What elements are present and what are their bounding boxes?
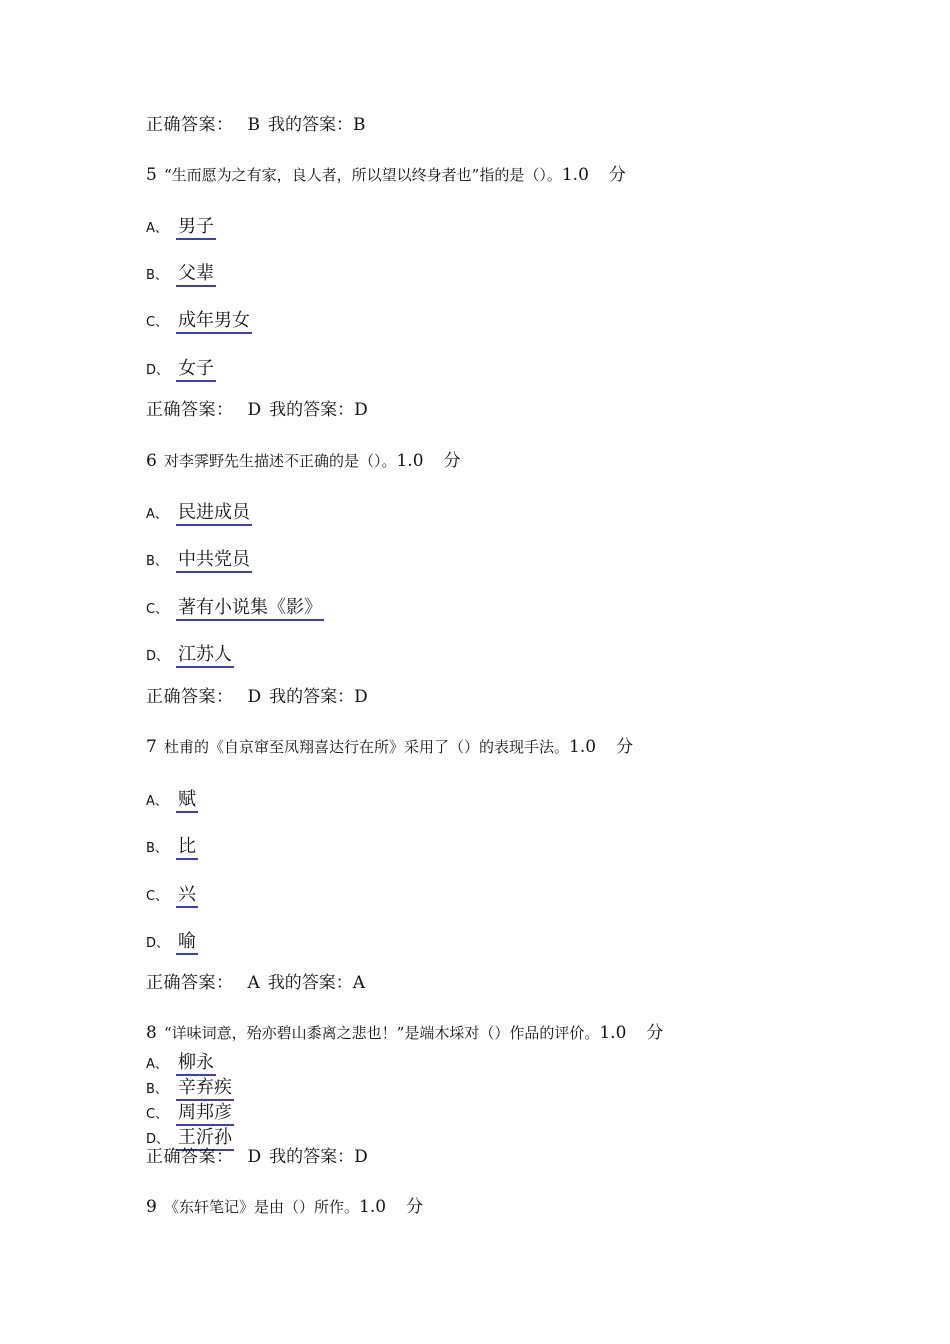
my-answer-value: D (354, 1147, 368, 1167)
option-key: D、 (146, 363, 170, 378)
correct-answer-value: A (247, 973, 260, 993)
option-text[interactable]: 兴 (176, 884, 198, 908)
correct-answer-value: B (247, 115, 260, 135)
question-text: 对李霁野先生描述不正确的是（）。 (164, 452, 397, 470)
my-answer-label: 我的答案： (269, 400, 355, 420)
option-text[interactable]: 中共党员 (176, 549, 252, 573)
option-text[interactable]: 男子 (176, 216, 216, 240)
correct-answer-value: D (247, 1147, 262, 1167)
question-8 (146, 1025, 663, 1042)
option-d[interactable] (146, 354, 216, 380)
option-key: D、 (146, 936, 170, 951)
my-answer-value: D (354, 400, 368, 420)
question-7 (146, 739, 633, 756)
option-key: C、 (146, 1107, 169, 1122)
question-number: 7 (146, 737, 157, 757)
correct-answer-label: 正确答案： (146, 973, 234, 993)
option-a[interactable] (146, 212, 216, 238)
option-d[interactable] (146, 640, 234, 666)
option-text[interactable]: 王沂孙 (176, 1127, 234, 1151)
option-b[interactable] (146, 832, 198, 858)
option-text[interactable]: 成年男女 (176, 310, 252, 334)
option-key: B、 (146, 1082, 168, 1097)
option-d[interactable] (146, 927, 198, 953)
my-answer-label: 我的答案： (267, 973, 353, 993)
answer-line (146, 1149, 368, 1166)
question-number: 8 (146, 1023, 157, 1043)
question-number: 9 (146, 1197, 157, 1217)
option-c[interactable] (146, 306, 252, 332)
option-text[interactable]: 赋 (176, 789, 198, 813)
score-unit: 分 (406, 1197, 424, 1217)
option-key: B、 (146, 841, 168, 856)
my-answer-label: 我的答案： (269, 687, 355, 707)
option-key: B、 (146, 268, 168, 283)
correct-answer-label: 正确答案： (146, 687, 234, 707)
option-b[interactable] (146, 545, 252, 571)
correct-answer-label: 正确答案： (146, 115, 234, 135)
question-text: “详味词意，殆亦碧山黍离之悲也！”是端木埰对（）作品的评价。 (164, 1024, 600, 1042)
option-text[interactable]: 父辈 (176, 263, 216, 287)
option-c[interactable] (146, 593, 324, 619)
question-number: 5 (146, 165, 157, 185)
question-score: 1.0 (359, 1197, 387, 1217)
option-text[interactable]: 比 (176, 836, 198, 860)
option-key: A、 (146, 507, 168, 522)
my-answer-value: D (354, 687, 368, 707)
correct-answer-value: D (247, 400, 262, 420)
question-text: “生而愿为之有家，良人者，所以望以终身者也”指的是（）。 (164, 166, 562, 184)
answer-line (146, 117, 366, 134)
option-c[interactable] (146, 880, 198, 906)
answer-line (146, 402, 368, 419)
option-c[interactable] (146, 1098, 234, 1124)
option-text[interactable]: 柳永 (176, 1052, 216, 1076)
question-score: 1.0 (561, 165, 589, 185)
score-unit: 分 (608, 165, 626, 185)
my-answer-label: 我的答案： (268, 115, 353, 135)
option-a[interactable] (146, 785, 198, 811)
score-unit: 分 (443, 451, 461, 471)
option-text[interactable]: 著有小说集《影》 (176, 597, 324, 621)
option-text[interactable]: 女子 (176, 358, 216, 382)
question-score: 1.0 (396, 451, 424, 471)
question-text: 《东轩笔记》是由（）所作。 (164, 1198, 360, 1216)
option-d[interactable] (146, 1123, 234, 1149)
correct-answer-label: 正确答案： (146, 1147, 234, 1167)
option-key: B、 (146, 554, 168, 569)
option-a[interactable] (146, 1048, 216, 1074)
question-text: 杜甫的《自京窜至凤翔喜达行在所》采用了（）的表现手法。 (164, 738, 570, 756)
correct-answer-value: D (247, 687, 262, 707)
my-answer-value: B (353, 115, 366, 135)
option-key: C、 (146, 315, 169, 330)
option-key: C、 (146, 602, 169, 617)
option-key: A、 (146, 794, 168, 809)
score-unit: 分 (646, 1023, 664, 1043)
option-key: A、 (146, 221, 168, 236)
option-key: D、 (146, 649, 170, 664)
my-answer-label: 我的答案： (269, 1147, 355, 1167)
question-5 (146, 167, 626, 184)
answer-line (146, 689, 368, 706)
answer-line (146, 975, 365, 992)
option-text[interactable]: 江苏人 (176, 644, 234, 668)
option-text[interactable]: 民进成员 (176, 502, 252, 526)
option-key: D、 (146, 1132, 170, 1147)
option-text[interactable]: 喻 (176, 931, 198, 955)
score-unit: 分 (616, 737, 634, 757)
correct-answer-label: 正确答案： (146, 400, 234, 420)
option-text[interactable]: 周邦彦 (176, 1102, 234, 1126)
option-a[interactable] (146, 498, 252, 524)
question-6 (146, 453, 461, 470)
option-b[interactable] (146, 259, 216, 285)
question-number: 6 (146, 451, 157, 471)
option-text[interactable]: 辛弃疾 (176, 1077, 234, 1101)
my-answer-value: A (352, 973, 366, 993)
question-9 (146, 1199, 423, 1216)
option-b[interactable] (146, 1073, 234, 1099)
question-score: 1.0 (599, 1023, 627, 1043)
option-key: C、 (146, 889, 169, 904)
option-key: A、 (146, 1057, 168, 1072)
question-score: 1.0 (569, 737, 597, 757)
